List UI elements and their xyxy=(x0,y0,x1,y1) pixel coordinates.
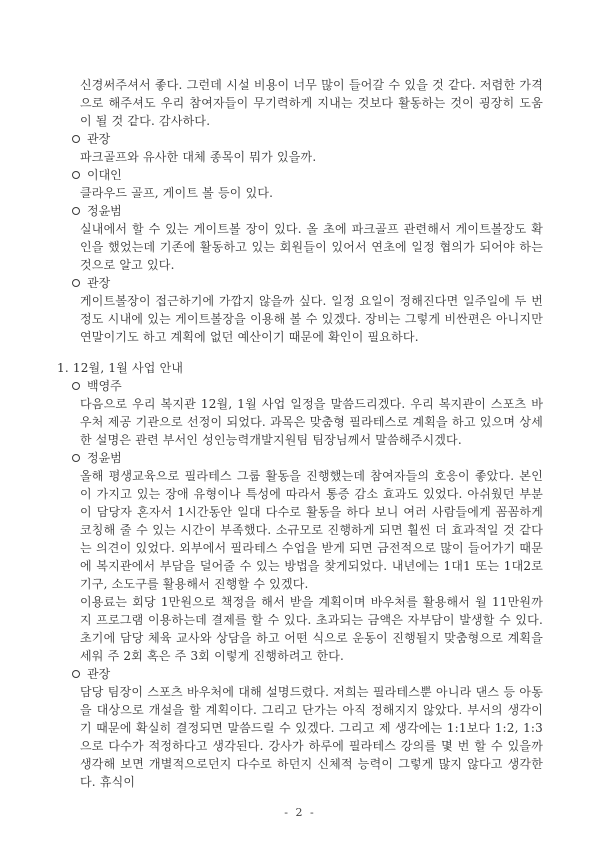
speaker-item xyxy=(72,665,543,683)
speaker-name: 관장 xyxy=(87,667,111,681)
minutes-paragraph: 다음으로 우리 복지관 12월, 1월 사업 일정을 말씀드리겠다. 우리 복지관이 스포츠 바우처 제공 기관으로 선정이 되었다. 과목은 맞춤형 필라테스로 계획을 하고 있으며 상세한 설명은 관련 부서인 성인능력개발지원팀 팀장님께서 말씀해주시겠다. xyxy=(80,397,543,447)
speaker-name: 관장 xyxy=(87,132,111,146)
circle-bullet-icon xyxy=(72,207,80,215)
speaker-name: 백영주 xyxy=(87,379,122,393)
circle-bullet-icon xyxy=(72,171,80,179)
speaker-item xyxy=(72,274,543,292)
minutes-paragraph: 실내에서 할 수 있는 게이트볼 장이 있다. 올 초에 파크골프 관련해서 게이트볼장도 확인을 했었는데 기존에 활동하고 있는 회원들이 있어서 연초에 일정 협의가 되어야 하는 것으로 알고 있다. xyxy=(80,222,543,272)
minutes-paragraph: 올해 평생교육으로 필라테스 그룹 활동을 진행했는데 참여자들의 호응이 좋았다. 본인이 가지고 있는 장애 유형이나 특성에 따라서 통증 감소 효과도 있었다. 아쉬웠던 부분이 담당자 혼자서 1시간동안 일대 다수로 활동을 하다 보니 여러 사람들에게 꼼꼼하게 코칭해 줄 수 있는 시간이 부족했다. 소규모로 진행하게 되면 훨씬 더 효과적일 것 같다는 의견이 있었다. 외부에서 필라테스 수업을 받게 되면 금전적으로 많이 들어가기 때문에 복지관에서 부담을 덜어줄 수 있는 방법을 찾게되었다. 내년에는 1대1 또는 1대2로 기구, 소도구를 활용해서 진행할 수 있겠다. xyxy=(80,469,543,591)
circle-bullet-icon xyxy=(72,670,80,678)
circle-bullet-icon xyxy=(72,382,80,390)
speaker-name: 관장 xyxy=(87,276,111,290)
speaker-name: 이대인 xyxy=(87,168,122,182)
minutes-paragraph: 게이트볼장이 접근하기에 가깝지 않을까 싶다. 일정 요일이 정해진다면 일주일에 두 번 정도 시내에 있는 게이트볼장을 이용해 볼 수 있겠다. 장비는 그렇게 비싼편은 아니지만 연말이기도 하고 계획에 없던 예산이기 때문에 확인이 필요하다. xyxy=(80,294,543,344)
speaker-name: 정윤범 xyxy=(87,204,122,218)
speaker-item xyxy=(72,449,543,467)
minutes-paragraph: 이용료는 회당 1만원으로 책정을 해서 받을 계획이며 바우처를 활용해서 월 11만원까지 프로그램 이용하는데 결제를 할 수 있다. 초과되는 금액은 자부담이 발생할 수 있다. 초기에 담당 체육 교사와 상담을 하고 어떤 식으로 운동이 진행될지 맞춤형으로 계획을 세워 주 2회 혹은 주 3회 이렇게 진행하려고 한다. xyxy=(80,595,543,663)
minutes-paragraph: 신경써주셔서 좋다. 그런데 시설 비용이 너무 많이 들어갈 수 있을 것 같다. 저렴한 가격으로 해주셔도 우리 참여자들이 무기력하게 지내는 것보다 활동하는 것이 굉장히 도움이 될 것 같다. 감사하다. xyxy=(80,78,543,128)
speaker-name: 정윤범 xyxy=(87,451,122,465)
speaker-item xyxy=(72,130,543,148)
speaker-item xyxy=(72,377,543,395)
minutes-paragraph: 파크골프와 유사한 대체 종목이 뭐가 있을까. xyxy=(80,150,317,164)
document-body xyxy=(57,76,543,791)
speaker-item xyxy=(72,166,543,184)
circle-bullet-icon xyxy=(72,135,80,143)
speaker-item xyxy=(72,202,543,220)
minutes-paragraph: 클라우드 골프, 게이트 볼 등이 있다. xyxy=(80,186,274,200)
minutes-paragraph: 담당 팀장이 스포츠 바우처에 대해 설명드렸다. 저희는 필라테스뿐 아니라 댄스 등 아동을 대상으로 개설을 할 계획이다. 그리고 단가는 아직 정해지지 않았다. 부서의 생각이기 때문에 확실히 결정되면 말씀드릴 수 있겠다. 그리고 제 생각에는 1:1보다 1:2, 1:3으로 다수가 적정하다고 생각된다. 강사가 하루에 필라테스 강의를 몇 번 할 수 있을까 생각해 보면 개별적으로던지 다수로 하던지 신체적 능력이 그렇게 많지 않다고 생각한다. 휴식이 xyxy=(80,685,543,789)
section-heading: 1. 12월, 1월 사업 안내 xyxy=(57,361,184,375)
circle-bullet-icon xyxy=(72,454,80,462)
page-number: - 2 - xyxy=(284,806,316,819)
circle-bullet-icon xyxy=(72,279,80,287)
